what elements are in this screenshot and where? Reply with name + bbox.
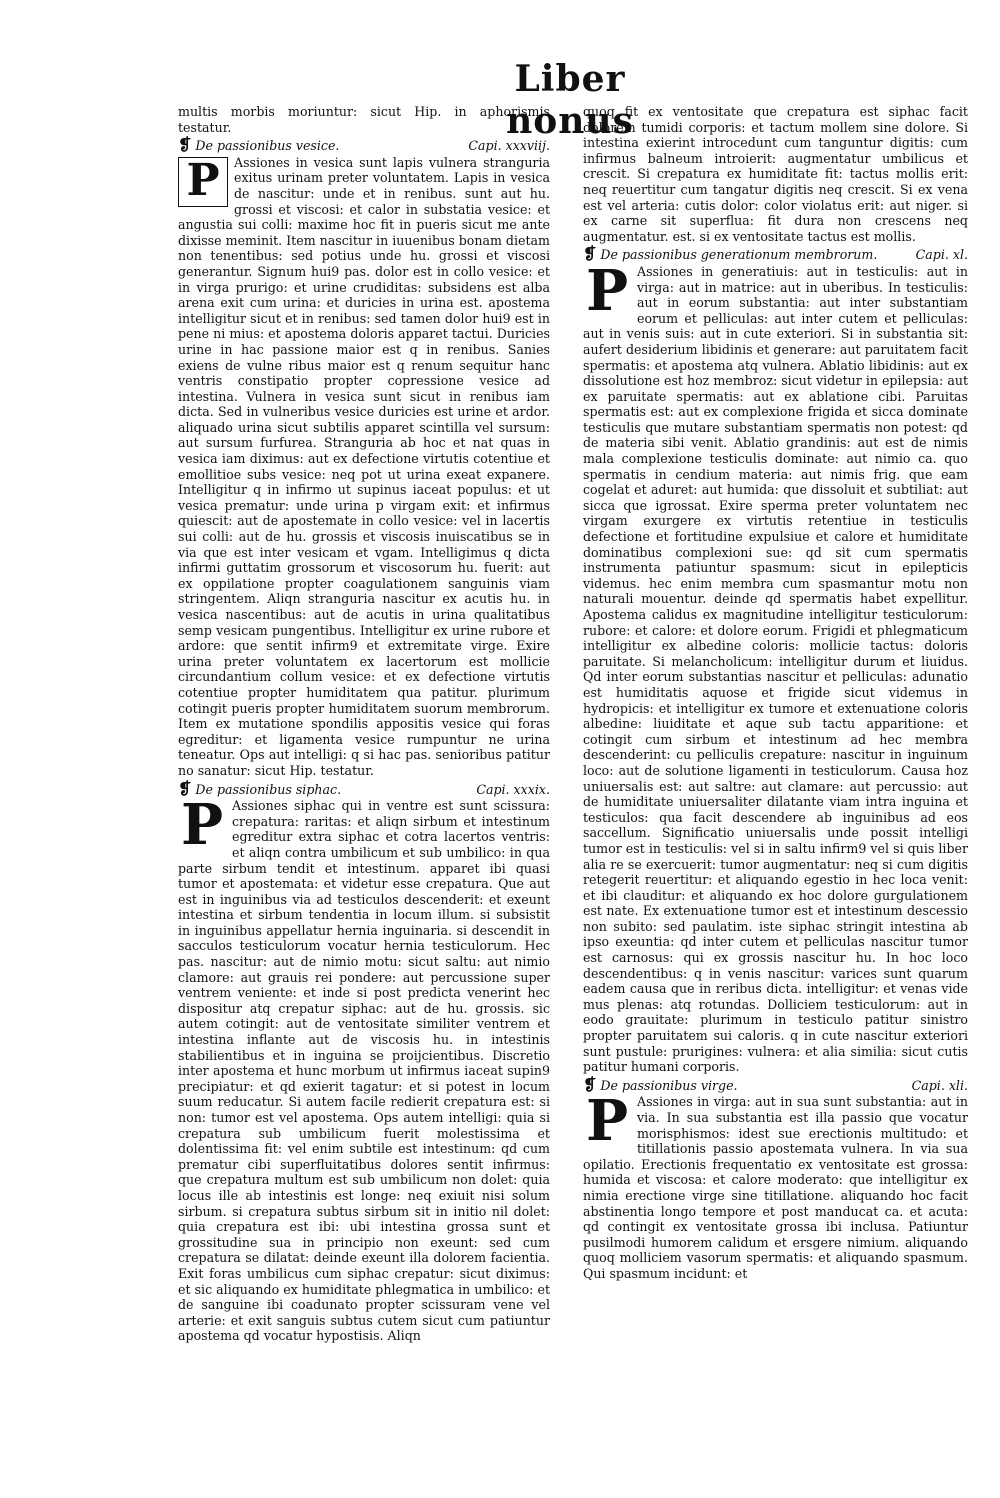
section-heading-text: De passionibus generationum membrorum. xyxy=(600,247,878,263)
running-head: Liber nonus xyxy=(506,58,634,142)
section-heading-text: De passionibus siphac. xyxy=(195,781,342,797)
chapter-number: Capi. xli. xyxy=(911,1077,968,1093)
right-opening-text: quoq fit ex ventositate que crepatura est siphac facit dolorem tumidi corporis: et tactum mollem sine dolore. Si intestina exierint introcedunt cum tanguntur digitis: cum infirmus balneum introierit: augmentatur umbilicus et crescit. Si crepatura ex humiditate fit: tactus mollis erit: neq reuertitur cum tangatur digitis neq crescit. Si ex vena est vel arteria: cutis dolor: color violatus erit: aut niger. si ex carne sit superflua: fit dura non crescens neq augmentatur. est. si ex ventositate tactus est mollis. xyxy=(583,104,968,244)
section-heading-text: De passionibus vesice. xyxy=(195,138,340,154)
paragraph-mark-icon: ❡ xyxy=(583,244,597,264)
initial-letter: P xyxy=(585,1088,629,1155)
section-heading-generatiuis xyxy=(583,246,968,263)
section-heading-text: De passionibus virge. xyxy=(600,1077,738,1093)
initial-letter: P xyxy=(180,792,224,859)
initial-letter: P xyxy=(585,257,629,324)
section-heading-virge xyxy=(583,1074,968,1094)
section-body-generatiuis xyxy=(583,257,968,1075)
chapter-number: Capi. xl. xyxy=(915,247,968,263)
section-text: Assiones in vesica sunt lapis vulnera stranguria exitus urinam preter voluntatem. Lapis in vesica de nascitur: unde et in renibus. sunt aut hu. grossi et viscosi: et calor in substatia vesice: et angustia sui colli: maxime hoc fit in pueris sicut me ante dixisse meminit. Item nascitur in iuuenibus bonam dietam non tenentibus: sed potius unde hu. grossi et viscosi generantur. Signum hui9 pas. dolor est in collo vesice: et in virga prurigo: et urine crudiditas: subsidens est alba arena exit cum urina: et duricies in urina est. apostema intelligitur sicut et in renibus: sed tamen dolor hui9 est in pene ni mius: et apostema doloris apparet tactui. Duricies urine in hac passione maior est q in renibus. Sanies exiens de vulne ribus maior est q renum sequitur hanc ventris constipatio propter copressione vesice ad intestina. Vulnera in vesica sunt sicut in renibus iam dicta. Sed in vulneribus vesice duricies est urine et ardor. aliquado urina sicut subtilis apparet scintilla vel sursum: aut sursum furfurea. Stranguria ab hoc et nat quas in vesica iam diximus: aut ex defectione virtutis cotentiue et emollitioe subs vesice: neq pot ut urina exeat expanere. Intelligitur q in infirmo ut supinus iaceat populus: et ut vesica prematur: unde urina p virgam exit: et infirmus quiescit: aut de apostemate in collo vesice: vel in lacertis sui colli: aut de hu. grossis et viscosis inuiscatibus se in via que est inter vesicam et vgam. Intelligimus q dicta infirmi guttatim grossorum et viscosorum hu. fuerit: aut ex oppilatione propter coagulationem sanguinis viam stringentem. Aliqn stranguria nascitur ex acutis hu. in vesica nascentibus: aut de acutis in urina qualitatibus semp vesicam pungentibus. Intelligitur ex urine rubore et ardore: que sentit infirm9 et extremitate virge. Exire urina preter voluntatem ex lacertorum est mollicie circundantium collum vesice: et ex defectione virtutis cotentiue propter humiditatem qua patitur. plurimum cotingit pueris propter humiditatem suorum membrorum. Item ex mutatione spondilis appositis vesice qui foras egreditur: et ligamenta vesice rumpuntur ne urina teneatur. Ops aut intelligi: q si hac pas. senioribus patitur no sanatur: sicut Hip. testatur. xyxy=(178,154,550,778)
chapter-number: Capi. xxxviij. xyxy=(468,138,550,154)
section-text: Assiones in generatiuis: aut in testiculis: aut in virga: aut in matrice: aut in uberibus. In testiculis: aut in eorum substantia: aut inter substantiam eorum et pelliculas: aut inter cutem et pelliculas: aut in venis suis: aut in cute exteriori. Si in substantia sit: aufert desiderium libidinis et generare: aut paruitatem facit spermatis: et apostema atq vulnera. Ablatio libidinis: aut ex dissolutione est hoz membroz: sicut videtur in epilepsia: aut ex paruitate spermatis: aut ex ablatione cibi. Paruitas spermatis est: aut ex complexione frigida et sicca dominate testiculis que mutare substantiam spermatis non potest: qd de materia sibi venit. Ablatio grandinis: aut est de nimis mala complexione testiculis dominate: aut nimio ca. quo spermatis in cendium materia: aut nimis frig. que eam cogelat et aduret: aut humida: que dissoluit et subtiliat: aut sicca que igrossat. Exire sperma preter voluntatem nec virgam exurgere ex virtutis retentiue in testiculis defectione et fortitudine expulsiue et calore et humiditate dominatibus complexioni sue: qd sit cum spermatis instrumenta patiuntur spasmum: sicut in epilepticis videmus. hec enim membra cum spasmantur motu non naturali mouentur. deinde qd spermatis habet expellitur. Apostema calidus ex magnitudine intelligitur testiculorum: rubore: et calore: et dolore eorum. Frigidi et phlegmaticum intelligitur ex albedine coloris: mollicie tactus: doloris paruitate. Si melancholicum: intelligitur durum et liuidus. Qd inter eorum substantias nascitur et pelliculas: adunatio est humiditatis aquose et frigide sicut videmus in hydropicis: et intelligitur ex tumore et extenuatione coloris albedine: liuiditate et aque sub tactu apparitione: et cotingit cum sirbum et intestinum ad hec membra descenderint: cu pelliculis crepature: nascitur in inguinum loco: aut de solutione ligamenti in testiculorum. Causa hoz uniuersalis est: aut saltre: aut clamare: aut percussio: aut de humiditate uniuersaliter dilatante viam intra inguina et testiculos: qua facit descendere ab inguinibus ad eos saccellum. Significatio uniuersalis unde possit intelligi tumor est in testiculis: vel si in saltu infirm9 vel si quis liber alia re se exercuerit: tumor augmentatur: neq si cum digitis retegerit reuertitur: et aliquando egestio in hec loca venit: et ibi clauditur: et aliquando ex hoc dolore gurgulationem est nate. Ex extenuatione tumor est et intestinum descessio non subito: sed paulatim. iste siphac stringit intestina ab ipso exeuntia: qd inter cutem et pelliculas nascitur tumor est carnosus: qui ex grossis nascitur hu. In hoc loco descendentibus: q in venis nascitur: varices sunt quarum eadem causa que in reribus dicta. intelligitur: et venas vide mus plenas: atq rotundas. Dolliciem testiculorum: aut in eodo grauitate: plurimum in testiculo patitur sinistro propter paruitatem sui caloris. q in cute nascitur exteriori sunt pustule: prurigines: vulnera: et alia similia: sicut cutis patitur humani corporis. xyxy=(583,263,968,1075)
paragraph-mark-icon: ❡ xyxy=(178,135,192,155)
section-heading-vesice xyxy=(178,137,550,154)
left-column xyxy=(178,104,550,1344)
section-text: Assiones in virga: aut in sua sunt substantia: aut in via. In sua substantia est illa passio que vocatur morisphismos: idest sue erectionis multitudo: et titillationis passio apostemata vulnera. In via sua opilatio. Erectionis frequentatio ex ventositate est grossa: humida et viscosa: et calore moderato: que intelligitur ex nimia erectione virge sine titillatione. aliquando hoc facit abstinentia longo tempore et post manducat ca. et acuta: qd contingit ex ventositate grossa ibi inclusa. Patiuntur pusilmodi humorem calidum et ersgere nimium. aliquando quoq molliciem vasorum spermatis: et aliquando spasmum. Qui spasmum incidunt: et xyxy=(583,1094,968,1281)
section-heading-siphac xyxy=(178,778,550,798)
chapter-number: Capi. xxxix. xyxy=(476,781,550,797)
paragraph-mark-icon: ❡ xyxy=(178,778,192,798)
right-column xyxy=(583,104,968,1282)
left-opening-line: multis morbis moriuntur: sicut Hip. in aphorismis testatur. xyxy=(178,104,550,135)
section-body-virge xyxy=(583,1088,968,1281)
section-body-vesice xyxy=(178,155,550,779)
section-body-siphac xyxy=(178,792,550,1344)
decorated-initial: P xyxy=(178,157,228,207)
paragraph-mark-icon: ❡ xyxy=(583,1074,597,1094)
section-text: Assiones siphac qui in ventre est sunt scissura: crepatura: raritas: et aliqn sirbum et intestinum egreditur extra siphac et cotra lacertos ventris: et aliqn contra umbilicum et sub umbilico: in qua parte sirbum tendit et intestinum. apparet ibi quasi tumor et apostemata: et videtur esse crepatura. Que aut est in inguinibus via ad testiculos descenderit: et exeunt intestina et sirbum tendentia in locum illum. si subsistit in inguinibus appellatur hernia inguinaria. si descendit in sacculos testiculorum vocatur hernia testiculorum. Hec pas. nascitur: aut de nimio motu: sicut saltu: aut nimio clamore: aut grauis rei pondere: aut percussione super ventrem veniente: et inde si post predicta venerint hec dispositur atq crepatur siphac: aut de hu. grossis. sic autem cotingit: aut de ventositate similiter ventrem et intestina inflante aut de viscosis hu. in intestinis stabilientibus et in inguina se proijcientibus. Discretio inter apostema et hunc morbum ut infirmus iaceat supin9 precipiatur: et qd exierit tagatur: et si potest in locum suum reducatur. Si autem facile redierit crepatura est: si non: tumor est vel apostema. Ops autem intelligi: quia si crepatura sub umbilicum fuerit molestissima et dolentissima fit: vel enim subtile est intestinum: qd cum prematur cibi superfluitatibus dolores sentit infirmus: que crepatura multum est sub umbilicum non dolet: quia locus ille ab intestinis est longe: neq exiuit nisi solum sirbum. si crepatura subtus sirbum sit in initio nil dolet: quia crepatura est ibi: ubi intestina grossa sunt et grossitudine sua in principio non exeunt: sed cum crepatura se dilatat: deinde exeunt illa dolorem facientia. Exit foras umbilicus cum siphac crepatur: sicut diximus: et sic aliquando ex humiditate phlegmatica in umbilico: et de sanguine ibi coadunato propter scissuram vene vel arterie: et exit sanguis subtus cutem sicut cum patiuntur apostema qd vocatur hypostisis. Aliqn xyxy=(178,798,550,1344)
